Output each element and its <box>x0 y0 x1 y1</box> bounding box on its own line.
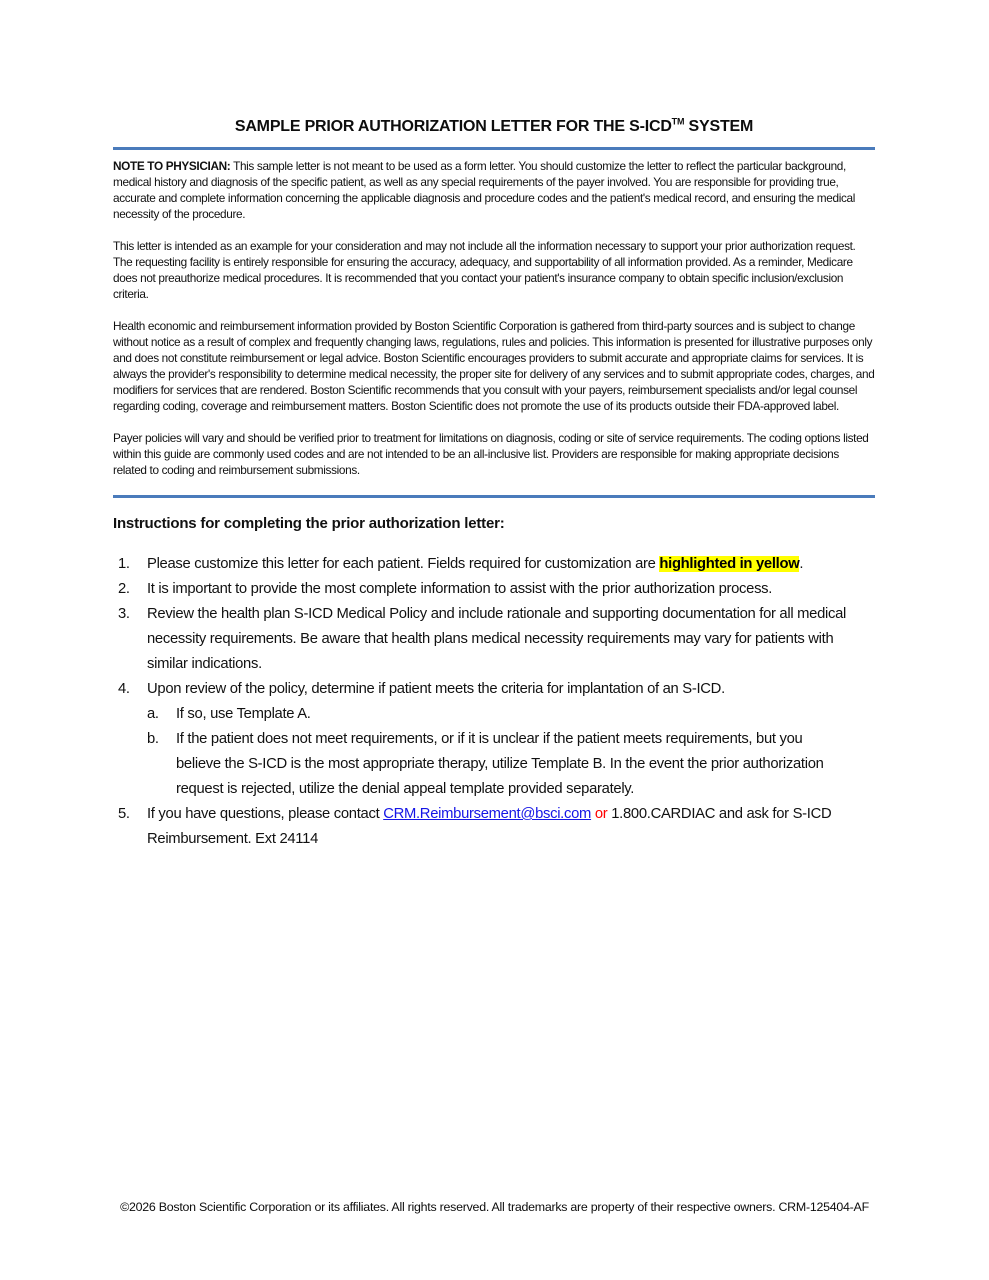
sub-list-item <box>147 702 875 727</box>
note-to-physician-paragraph <box>113 158 875 222</box>
note-to-physician-text: This sample letter is not meant to be used as a form letter. You should customize the letter to reflect the particular background, medical history and diagnosis of the specific patient, as well as any special requirements of the payer involved. You are responsible for providing true, accurate and complete information concerning the applicable diagnosis and procedure codes and the patient's medical record, and ensuring the medical necessity of the procedure. <box>113 159 855 221</box>
reimbursement-email-link[interactable]: CRM.Reimbursement@bsci.com <box>383 806 592 822</box>
list-item-text: Upon review of the policy, determine if patient meets the criteria for implantation of an S-ICD. <box>147 681 725 697</box>
section-divider-rule <box>113 495 875 498</box>
instructions-list <box>113 552 875 852</box>
list-item <box>118 577 875 602</box>
list-item-number: 1. <box>118 556 130 572</box>
sub-item-label: a. <box>147 706 159 722</box>
sub-item-text: If so, use Template A. <box>176 706 311 722</box>
reimbursement-disclaimer-paragraph: Health economic and reimbursement information provided by Boston Scientific Corporation is gathered from third-party sources and is subject to change without notice as a result of complex and frequently changing laws, regulations, rules and policies. This information is presented for illustrative purposes only and does not constitute reimbursement or legal advice. Boston Scientific encourages providers to submit accurate and appropriate claims for services. It is always the provider's responsibility to determine medical necessity, the proper site for delivery of any services and to submit appropriate codes, charges, and modifiers for services that are rendered. Boston Scientific recommends that you consult with your payers, reimbursement specialists and/or legal counsel regarding coding, coverage and reimbursement matters. Boston Scientific does not promote the use of its products outside their FDA-approved label. <box>113 319 875 413</box>
payer-policies-paragraph: Payer policies will vary and should be verified prior to treatment for limitations on diagnosis, coding or site of service requirements. The coding options listed within this guide are commonly used codes and are not intended to be an all-inclusive list. Providers are responsible for making appropriate decisions related to coding and reimbursement submissions. <box>113 431 869 477</box>
item1-text-pre: Please customize this letter for each patient. Fields required for customization are <box>147 556 660 572</box>
item5-text-post: 1.800.CARDIAC and ask for S-ICD Reimbursement. Ext 24114 <box>147 806 832 847</box>
page-title <box>113 118 875 136</box>
list-item-number: 5. <box>118 806 130 822</box>
sub-item-label: b. <box>147 731 159 747</box>
item1-text-post: . <box>799 556 804 572</box>
list-item <box>118 552 875 577</box>
example-disclaimer-paragraph: This letter is intended as an example for your consideration and may not include all the information necessary to support your prior authorization request. The requesting facility is entirely responsible for ensuring the accuracy, adequacy, and supportability of all information provided. As a reminder, Medicare does not preauthorize medical procedures. It is recommended that you contact your patient's insurance company to obtain specific inclusion/exclusion criteria. <box>113 239 856 301</box>
list-item <box>118 602 875 677</box>
list-item <box>118 802 875 852</box>
list-item <box>118 677 875 702</box>
list-item-text <box>147 802 853 852</box>
instructions-heading: Instructions for completing the prior authorization letter: <box>113 515 505 532</box>
list-item-text: Review the health plan S-ICD Medical Policy and include rationale and supporting documentation for all medical necessity requirements. Be aware that health plans medical necessity requirements may vary for patients with similar indications. <box>147 606 847 672</box>
yellow-highlight-text: highlighted in yellow <box>659 556 800 572</box>
document-page <box>113 0 875 852</box>
list-item-number: 4. <box>118 681 130 697</box>
title-divider-rule <box>113 147 875 150</box>
sub-list-item <box>147 727 875 802</box>
list-item-text <box>147 552 853 577</box>
item5-or-word: or <box>594 806 608 822</box>
sub-item-text: If the patient does not meet requirements, or if it is unclear if the patient meets requirements, but you believe the S-ICD is the most appropriate therapy, utilize Template B. In the event the prior authorization request is rejected, utilize the denial appeal template provided separately. <box>176 731 824 797</box>
page-title-suffix: SYSTEM <box>684 118 754 135</box>
list-item-text: It is important to provide the most complete information to assist with the prior authorization process. <box>147 581 773 597</box>
page-title-main: SAMPLE PRIOR AUTHORIZATION LETTER FOR THE S-ICD <box>234 118 672 135</box>
copyright-footer: ©2026 Boston Scientific Corporation or its affiliates. All rights reserved. All trademarks are property of their respective owners. CRM-125404-AF <box>120 1200 869 1214</box>
list-item-number: 3. <box>118 606 130 622</box>
list-item-number: 2. <box>118 581 130 597</box>
item5-text-pre: If you have questions, please contact <box>147 806 384 822</box>
note-to-physician-label: NOTE TO PHYSICIAN: <box>113 159 231 173</box>
trademark-superscript: TM <box>671 116 685 127</box>
